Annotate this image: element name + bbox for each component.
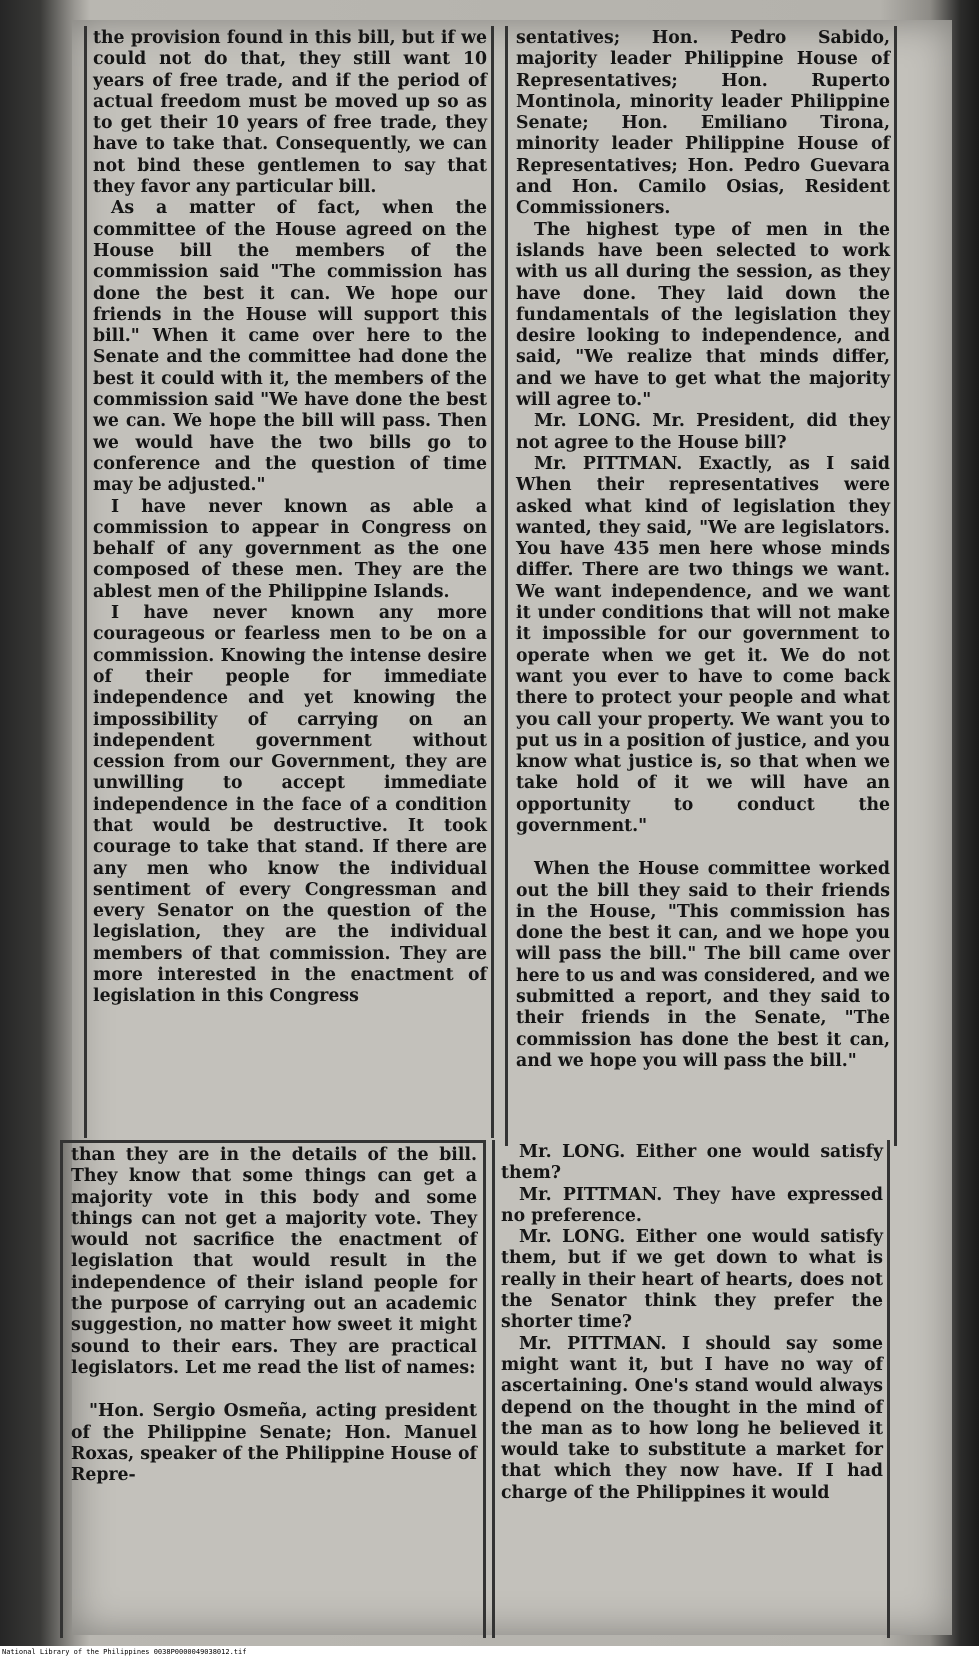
paragraph: than they are in the details of the bill. They know that some things can get a majority vote in this body and some things can not get a majority vote. They would not sacrifice the enactment of legislation that would result in the independence of their island people for the purpose of carrying out an academic suggestion, no matter how sweet it might sound to their ears. They are practical legislators. Let me read the list of names: bbox=[71, 1145, 477, 1378]
column-right-bottom bbox=[492, 1140, 890, 1638]
paragraph: Mr. LONG. Either one would satisfy them, but if we get down to what is really in their heart of hearts, does not the Senator think they prefer the shorter time? bbox=[501, 1227, 883, 1333]
paragraph: Mr. PITTMAN. Exactly, as I said When their representatives were asked what kind of legislation they wanted, they said, "We are legislators. You have 435 men here whose minds differ. There are two things we want. We want independence, and we want it under conditions that will not make it impossible for our government to operate when we get it. We do not want you ever to have to come back there to protect your people and what you call your property. We want you to put us in a position of justice, and you know what justice is, so that when we take hold of it we will have an opportunity to conduct the government." bbox=[516, 453, 890, 836]
paragraph: Mr. LONG. Mr. President, did they not agree to the House bill? bbox=[516, 411, 890, 453]
paragraph: As a matter of fact, when the committee of the House agreed on the House bill the members of the commission said "The commission has done the best it can. We hope our friends in the House will support this bill." When it came over here to the Senate and the committee had done the best it could with it, the members of the commission said "We have done the best we can. We hope the bill will pass. Then we would have the two bills go to conference and the question of time may be adjusted." bbox=[93, 198, 487, 496]
paragraph: the provision found in this bill, but if we could not do that, they still want 10 years of free trade, and if the period of actual freedom must be moved up so as to get their 10 years of free trade, they have to take that. Consequently, we can not bind these gentlemen to say that they favor any particular bill. bbox=[93, 28, 487, 198]
paragraph: The highest type of men in the islands have been selected to work with us all during the session, as they have done. They laid down the fundamentals of the legislation they desire looking to independence, and said, "We realize that minds differ, and we have to get what the majority will agree to." bbox=[516, 219, 890, 411]
scan-caption: National Library of the Philippines 0038P0000049038012.tif bbox=[0, 1646, 979, 1658]
paragraph: I have never known any more courageous or fearless men to be on a commission. Knowing the intense desire of their people for immediate independence and yet knowing the impossibility of carrying on an independent government without cession from our Government, they are unwilling to accept immediate independence in the face of a condition that would be destructive. It took courage to take that stand. If there are any men who know the individual sentiment of every Congressman and every Senator on the question of the legislation, they are the individual members of that commission. They are more interested in the enactment of legislation in this Congress bbox=[93, 603, 487, 1007]
paragraph: Mr. PITTMAN. They have expressed no preference. bbox=[501, 1184, 883, 1226]
column-left-top bbox=[84, 26, 494, 1138]
column-right-top bbox=[505, 26, 897, 1146]
paragraph: I have never known as able a commission to appear in Congress on behalf of any government as the one composed of these men. They are the ablest men of the Philippine Islands. bbox=[93, 496, 487, 602]
paragraph: When the House committee worked out the bill they said to their friends in the House, "This commission has done the best it can, and we hope you will pass the bill." The bill came over here to us and was considered, and we submitted a report, and they said to their friends in the Senate, "The commission has done the best it can, and we hope you will pass the bill." bbox=[516, 859, 890, 1071]
paragraph: sentatives; Hon. Pedro Sabido, majority leader Philippine House of Representatives; Hon. Ruperto Montinola, minority leader Philippine Senate; Hon. Emiliano Tirona, minority leader Philippine House of Representatives; Hon. Pedro Guevara and Hon. Camilo Osias, Resident Commissioners. bbox=[516, 28, 890, 219]
paragraph: "Hon. Sergio Osmeña, acting president of the Philippine Senate; Hon. Manuel Roxas, speaker of the Philippine House of Repre- bbox=[71, 1401, 477, 1486]
paragraph: Mr. PITTMAN. I should say some might want it, but I have no way of ascertaining. One's stand would always depend on the thought in the mind of the man as to how long he believed it would take to substitute a market for that which they now have. If I had charge of the Philippines it would bbox=[501, 1333, 883, 1503]
paragraph: Mr. LONG. Either one would satisfy them? bbox=[501, 1142, 883, 1184]
column-left-bottom bbox=[60, 1140, 486, 1638]
